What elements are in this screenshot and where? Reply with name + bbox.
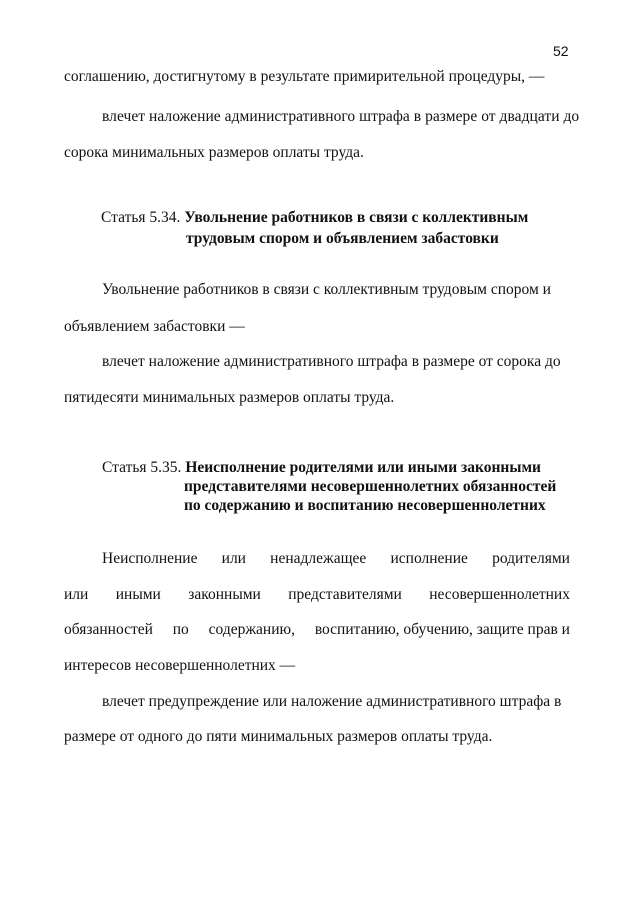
word: Неисполнение <box>102 550 198 567</box>
word: исполнение <box>390 550 468 567</box>
word: представителями <box>288 586 402 603</box>
paragraph-line: влечет предупреждение или наложение административного штрафа в <box>102 693 562 710</box>
article-535-title-line1: Неисполнение родителями или иными законными <box>185 459 541 476</box>
page-number: 52 <box>553 43 569 59</box>
article-534-title-line2: трудовым спором и объявлением забастовки <box>186 230 499 247</box>
justified-line <box>102 549 570 569</box>
word: или <box>64 586 89 603</box>
paragraph-line: пятидесяти минимальных размеров оплаты труда. <box>64 389 395 406</box>
paragraph-line: объявлением забастовки — <box>64 318 245 335</box>
article-535-title-line2: представителями несовершеннолетних обязанностей <box>184 478 557 495</box>
word: иными <box>115 586 161 603</box>
paragraph-line: Увольнение работников в связи с коллективным трудовым спором и <box>102 281 551 298</box>
article-534-heading <box>101 208 528 228</box>
paragraph-line: размере от одного до пяти минимальных размеров оплаты труда. <box>64 728 493 745</box>
paragraph-line: влечет наложение административного штрафа в размере от двадцати до <box>102 108 580 125</box>
word: законными <box>188 586 261 603</box>
article-535-prefix: Статья 5.35. <box>102 459 182 476</box>
article-535-title-line3: по содержанию и воспитанию несовершеннолетних <box>184 497 546 514</box>
word: родителями <box>492 550 570 567</box>
paragraph-line: соглашению, достигнутому в результате примирительной процедуры, — <box>64 68 545 85</box>
paragraph-line: влечет наложение административного штрафа в размере от сорока до <box>102 353 561 370</box>
word: ненадлежащее <box>270 550 367 567</box>
paragraph-line: сорока минимальных размеров оплаты труда. <box>64 144 364 161</box>
word: или <box>221 550 246 567</box>
word: воспитанию, обучению, защите прав и <box>314 621 570 638</box>
justified-line <box>64 620 570 640</box>
article-534-prefix: Статья 5.34. <box>101 209 181 226</box>
justified-line <box>64 585 570 605</box>
word: обязанностей <box>64 621 153 638</box>
word: по <box>172 621 189 638</box>
word: несовершеннолетних <box>429 586 570 603</box>
article-535-heading <box>102 458 541 478</box>
paragraph-line: интересов несовершеннолетних — <box>64 657 296 674</box>
word: содержанию, <box>208 621 295 638</box>
article-534-title-line1: Увольнение работников в связи с коллективным <box>184 209 529 226</box>
